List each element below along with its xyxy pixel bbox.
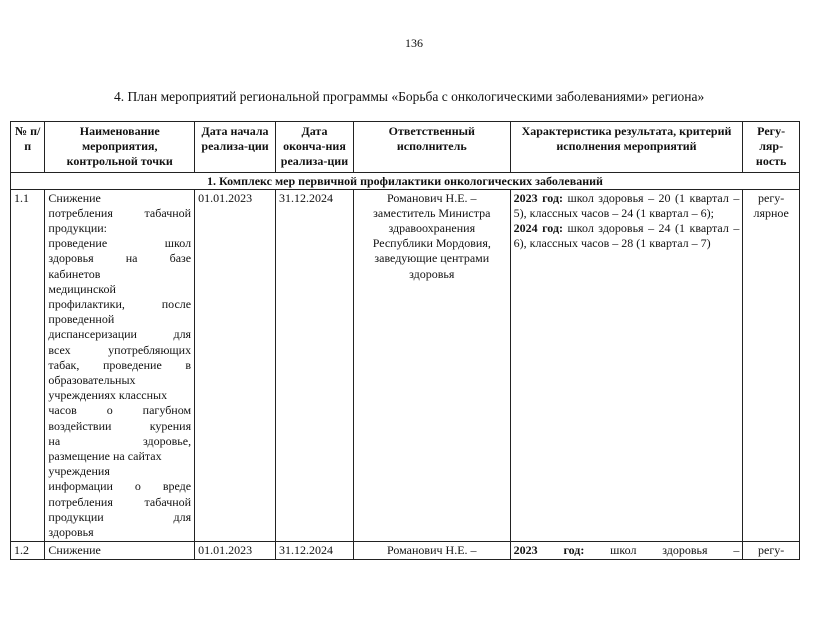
row-regularity: регу- [743,542,800,560]
col-header-start: Дата начала реализа-ции [195,122,276,173]
col-header-num: № п/п [11,122,45,173]
row-name [45,189,195,542]
name-line: учреждения [48,464,110,479]
result-year: 2024 год: [513,221,564,236]
name-line: продукции: [48,221,108,236]
result-year: 2023 год: [513,190,564,205]
row-responsible: Романович Н.Е. – заместитель Министра здравоохранения Республики Мордовия, заведующие центрами здоровья [353,189,510,542]
col-header-result: Характеристика результата, критерий исполнения мероприятий [510,122,743,173]
name-line: профилактики, после [48,297,192,312]
name-line: часов о пагубном [48,403,192,418]
result-2023 [514,191,740,221]
row-start-date: 01.01.2023 [195,189,276,542]
name-line: кабинетов [48,266,101,281]
name-line: потребления табачной [48,494,192,509]
row-result [510,542,743,560]
result-text: школ здоровья – 20 (1 квартал – 5), классных часов – 24 (1 квартал – 6); [513,190,740,220]
row-num: 1.1 [11,189,45,542]
name-line: на здоровье, [48,433,192,448]
col-header-end: Дата оконча-ния реализа-ции [276,122,354,173]
name-line: проведение школ [48,236,192,251]
result-year: 2023 год: [513,543,585,558]
col-header-regularity: Регу-ляр-ность [743,122,800,173]
table-row [11,189,800,542]
name-line: образовательных [48,373,136,388]
row-regularity: регу-лярное [743,189,800,542]
name-line: Снижение [48,190,101,205]
name-line: табак, проведение в [48,357,192,372]
col-header-name: Наименование мероприятия, контрольной точки [45,122,195,173]
name-line: воздействии курения [48,418,192,433]
page-number: 136 [405,36,423,50]
row-result [510,189,743,542]
name-line: потребления табачной [48,205,192,220]
row-num: 1.2 [11,542,45,560]
name-line: медицинской [48,281,116,296]
name-line: всех употребляющих [48,342,192,357]
row-end-date: 31.12.2024 [276,189,354,542]
name-line: диспансеризации для [48,327,192,342]
name-line: здоровья [48,525,94,540]
col-header-responsible: Ответственный исполнитель [353,122,510,173]
row-end-date: 31.12.2024 [276,542,354,560]
result-text: школ здоровья – 24 (1 квартал – 6), классных часов – 28 (1 квартал – 7) [513,221,740,251]
section-title: 1. Комплекс мер первичной профилактики онкологических заболеваний [11,172,800,189]
result-text: школ здоровья – [610,543,740,558]
table-header-row [11,122,800,173]
name-line: продукции для [48,509,192,524]
row-name: Снижение [45,542,195,560]
section-heading: 4. План мероприятий региональной программы «Борьба с онкологическими заболеваниями» региона» [114,89,705,104]
name-line: информации о вреде [48,479,192,494]
section-row [11,172,800,189]
name-line: здоровья на базе [48,251,192,266]
table-row [11,542,800,560]
plan-table [10,121,800,560]
row-start-date: 01.01.2023 [195,542,276,560]
name-line: проведенной [48,312,115,327]
row-responsible: Романович Н.Е. – [353,542,510,560]
name-line: размещение на сайтах [48,449,162,464]
result-2024 [514,221,740,251]
name-line: учреждениях классных [48,388,168,403]
